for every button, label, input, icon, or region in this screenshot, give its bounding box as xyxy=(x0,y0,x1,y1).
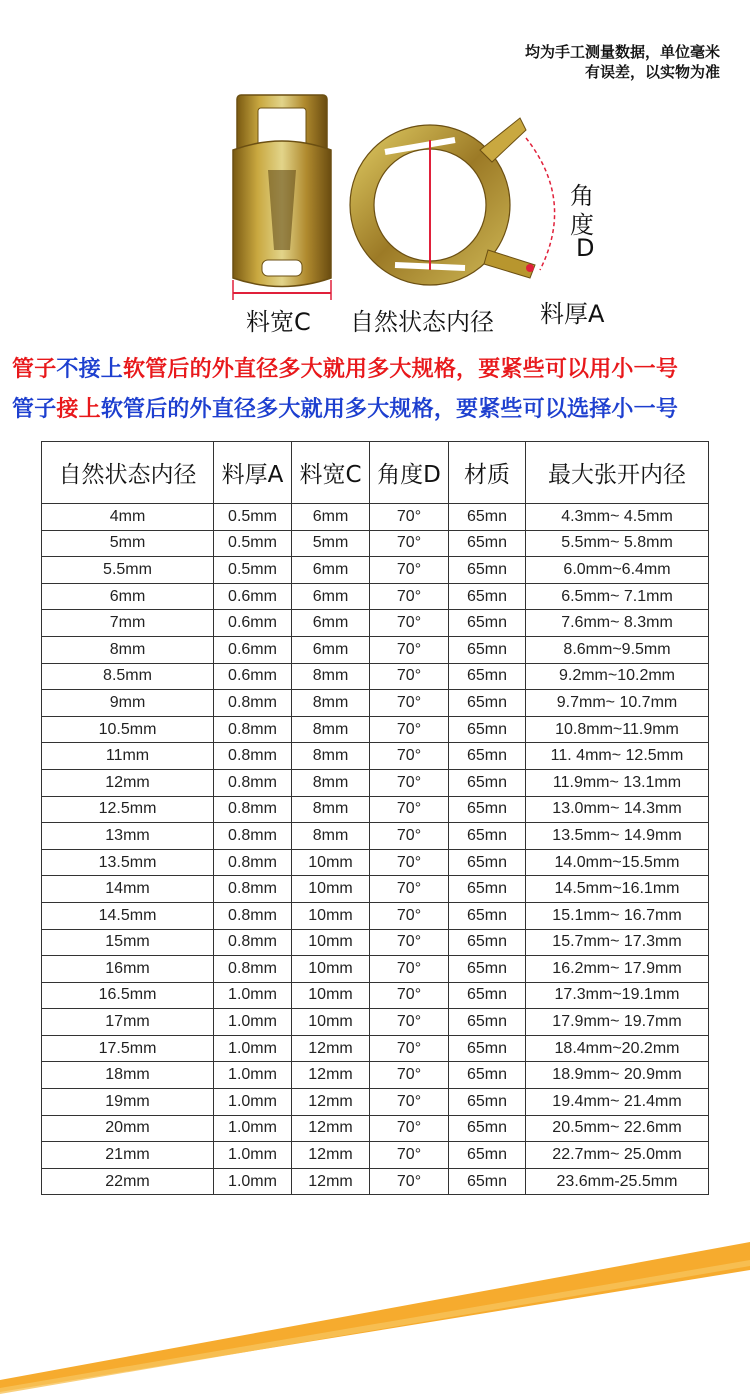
table-cell: 22.7mm~ 25.0mm xyxy=(526,1142,709,1169)
table-cell: 0.8mm xyxy=(214,929,292,956)
table-cell: 65mn xyxy=(449,530,526,557)
table-row xyxy=(42,690,709,717)
notice-2-seg-1: 管子 xyxy=(12,397,57,422)
notice-line-1 xyxy=(12,352,750,383)
table-cell: 19mm xyxy=(42,1089,214,1116)
table-cell: 65mn xyxy=(449,1089,526,1116)
table-cell: 65mn xyxy=(449,769,526,796)
table-cell: 8mm xyxy=(42,636,214,663)
table-cell: 9mm xyxy=(42,690,214,717)
table-header-row xyxy=(42,442,709,504)
table-cell: 70° xyxy=(370,1089,449,1116)
table-cell: 17.3mm~19.1mm xyxy=(526,982,709,1009)
table-cell: 16.2mm~ 17.9mm xyxy=(526,956,709,983)
table-cell: 8mm xyxy=(292,796,370,823)
table-row xyxy=(42,743,709,770)
table-cell: 70° xyxy=(370,1168,449,1195)
table-cell: 65mn xyxy=(449,796,526,823)
table-row xyxy=(42,1089,709,1116)
table-cell: 8mm xyxy=(292,663,370,690)
table-cell: 10.5mm xyxy=(42,716,214,743)
table-body xyxy=(42,504,709,1195)
table-cell: 16mm xyxy=(42,956,214,983)
table-cell: 5.5mm xyxy=(42,557,214,584)
table-cell: 0.8mm xyxy=(214,690,292,717)
table-cell: 19.4mm~ 21.4mm xyxy=(526,1089,709,1116)
table-cell: 0.6mm xyxy=(214,663,292,690)
table-cell: 10mm xyxy=(292,929,370,956)
table-cell: 8mm xyxy=(292,690,370,717)
table-cell: 65mn xyxy=(449,1035,526,1062)
label-inner-diameter: 自然状态内径 xyxy=(350,308,494,336)
table-cell: 8.6mm~9.5mm xyxy=(526,636,709,663)
footer-stripe xyxy=(0,1230,750,1396)
table-cell: 1.0mm xyxy=(214,982,292,1009)
table-cell: 5mm xyxy=(42,530,214,557)
table-cell: 20.5mm~ 22.6mm xyxy=(526,1115,709,1142)
table-cell: 1.0mm xyxy=(214,1115,292,1142)
clamp-side-view xyxy=(233,95,331,300)
product-diagram xyxy=(0,80,750,340)
table-cell: 70° xyxy=(370,929,449,956)
table-cell: 65mn xyxy=(449,929,526,956)
table-cell: 17mm xyxy=(42,1009,214,1036)
table-cell: 10mm xyxy=(292,956,370,983)
table-cell: 65mn xyxy=(449,982,526,1009)
table-cell: 9.7mm~ 10.7mm xyxy=(526,690,709,717)
table-cell: 20mm xyxy=(42,1115,214,1142)
table-cell: 21mm xyxy=(42,1142,214,1169)
table-cell: 22mm xyxy=(42,1168,214,1195)
table-cell: 65mn xyxy=(449,1142,526,1169)
table-cell: 1.0mm xyxy=(214,1168,292,1195)
table-row xyxy=(42,1142,709,1169)
table-cell: 6mm xyxy=(292,610,370,637)
notice-1-seg-1: 管子 xyxy=(12,357,57,382)
table-cell: 10.8mm~11.9mm xyxy=(526,716,709,743)
table-cell: 70° xyxy=(370,636,449,663)
table-cell: 70° xyxy=(370,796,449,823)
header-material: 材质 xyxy=(449,442,526,504)
table-cell: 1.0mm xyxy=(214,1009,292,1036)
table-cell: 13.5mm~ 14.9mm xyxy=(526,823,709,850)
table-cell: 13.0mm~ 14.3mm xyxy=(526,796,709,823)
table-cell: 6.0mm~6.4mm xyxy=(526,557,709,584)
table-cell: 9.2mm~10.2mm xyxy=(526,663,709,690)
table-cell: 65mn xyxy=(449,504,526,531)
table-cell: 11.9mm~ 13.1mm xyxy=(526,769,709,796)
table-cell: 12mm xyxy=(292,1168,370,1195)
table-cell: 70° xyxy=(370,583,449,610)
table-cell: 7.6mm~ 8.3mm xyxy=(526,610,709,637)
table-cell: 12mm xyxy=(292,1035,370,1062)
table-cell: 10mm xyxy=(292,849,370,876)
table-cell: 4mm xyxy=(42,504,214,531)
label-width-c: 料宽C xyxy=(246,308,311,336)
table-cell: 10mm xyxy=(292,876,370,903)
table-cell: 23.6mm-25.5mm xyxy=(526,1168,709,1195)
table-cell: 65mn xyxy=(449,636,526,663)
table-cell: 15.1mm~ 16.7mm xyxy=(526,902,709,929)
table-cell: 6mm xyxy=(292,557,370,584)
table-row xyxy=(42,1115,709,1142)
table-cell: 70° xyxy=(370,716,449,743)
measurement-note xyxy=(525,42,720,82)
header-width: 料宽C xyxy=(292,442,370,504)
table-cell: 6mm xyxy=(292,636,370,663)
table-cell: 65mn xyxy=(449,583,526,610)
table-cell: 8.5mm xyxy=(42,663,214,690)
notice-1-seg-3: 软管后的外直径多大就用多大规格，要紧些可以用小一号 xyxy=(123,357,679,382)
note-line-1: 均为手工测量数据，单位毫米 xyxy=(524,43,720,61)
table-cell: 70° xyxy=(370,663,449,690)
table-cell: 70° xyxy=(370,557,449,584)
table-cell: 18.4mm~20.2mm xyxy=(526,1035,709,1062)
table-row xyxy=(42,902,709,929)
table-cell: 65mn xyxy=(449,902,526,929)
spec-table xyxy=(41,441,709,1195)
table-cell: 0.8mm xyxy=(214,769,292,796)
table-cell: 70° xyxy=(370,530,449,557)
table-cell: 12mm xyxy=(292,1142,370,1169)
table-cell: 4.3mm~ 4.5mm xyxy=(526,504,709,531)
table-cell: 70° xyxy=(370,902,449,929)
table-cell: 12mm xyxy=(42,769,214,796)
table-cell: 7mm xyxy=(42,610,214,637)
table-cell: 0.8mm xyxy=(214,743,292,770)
table-cell: 0.6mm xyxy=(214,636,292,663)
header-max-opening: 最大张开内径 xyxy=(526,442,709,504)
table-cell: 70° xyxy=(370,876,449,903)
table-row xyxy=(42,876,709,903)
table-cell: 10mm xyxy=(292,982,370,1009)
table-cell: 65mn xyxy=(449,1009,526,1036)
table-cell: 15.7mm~ 17.3mm xyxy=(526,929,709,956)
table-cell: 70° xyxy=(370,743,449,770)
table-cell: 0.5mm xyxy=(214,504,292,531)
table-row xyxy=(42,849,709,876)
notice-2-seg-2: 接上 xyxy=(56,397,101,422)
table-cell: 65mn xyxy=(449,690,526,717)
table-cell: 12mm xyxy=(292,1115,370,1142)
table-cell: 65mn xyxy=(449,849,526,876)
table-cell: 18.9mm~ 20.9mm xyxy=(526,1062,709,1089)
notice-1-seg-2: 不接上 xyxy=(56,357,124,382)
table-row xyxy=(42,610,709,637)
table-row xyxy=(42,796,709,823)
table-cell: 65mn xyxy=(449,956,526,983)
table-cell: 0.8mm xyxy=(214,956,292,983)
table-cell: 65mn xyxy=(449,1115,526,1142)
table-cell: 65mn xyxy=(449,557,526,584)
table-cell: 70° xyxy=(370,849,449,876)
table-cell: 70° xyxy=(370,982,449,1009)
table-cell: 0.8mm xyxy=(214,716,292,743)
table-row xyxy=(42,530,709,557)
table-cell: 6.5mm~ 7.1mm xyxy=(526,583,709,610)
label-angle-3: D xyxy=(576,234,595,262)
notice-2-seg-3: 软管后的外直径多大就用多大规格，要紧些可以选择小一号 xyxy=(100,397,679,422)
table-cell: 6mm xyxy=(42,583,214,610)
table-cell: 70° xyxy=(370,1142,449,1169)
table-row xyxy=(42,823,709,850)
table-cell: 10mm xyxy=(292,1009,370,1036)
table-cell: 13mm xyxy=(42,823,214,850)
table-cell: 8mm xyxy=(292,823,370,850)
table-cell: 0.6mm xyxy=(214,610,292,637)
table-cell: 8mm xyxy=(292,743,370,770)
table-cell: 65mn xyxy=(449,1062,526,1089)
table-row xyxy=(42,1062,709,1089)
table-cell: 0.8mm xyxy=(214,849,292,876)
table-cell: 0.8mm xyxy=(214,823,292,850)
table-cell: 5.5mm~ 5.8mm xyxy=(526,530,709,557)
notice-line-2 xyxy=(12,392,750,423)
table-cell: 0.8mm xyxy=(214,796,292,823)
table-row xyxy=(42,557,709,584)
table-cell: 0.6mm xyxy=(214,583,292,610)
table-cell: 12.5mm xyxy=(42,796,214,823)
table-row xyxy=(42,929,709,956)
table-cell: 14.5mm~16.1mm xyxy=(526,876,709,903)
table-cell: 70° xyxy=(370,823,449,850)
table-row xyxy=(42,769,709,796)
table-cell: 70° xyxy=(370,1062,449,1089)
table-cell: 70° xyxy=(370,504,449,531)
label-angle-1: 角 xyxy=(570,182,594,210)
spring-clamp-illustration xyxy=(0,80,750,340)
table-cell: 70° xyxy=(370,1009,449,1036)
table-cell: 0.5mm xyxy=(214,557,292,584)
header-angle: 角度D xyxy=(370,442,449,504)
table-cell: 1.0mm xyxy=(214,1062,292,1089)
table-cell: 17.9mm~ 19.7mm xyxy=(526,1009,709,1036)
table-cell: 14.5mm xyxy=(42,902,214,929)
table-cell: 65mn xyxy=(449,716,526,743)
table-cell: 6mm xyxy=(292,583,370,610)
table-cell: 65mn xyxy=(449,663,526,690)
table-row xyxy=(42,1009,709,1036)
table-cell: 6mm xyxy=(292,504,370,531)
table-cell: 11mm xyxy=(42,743,214,770)
header-thickness: 料厚A xyxy=(214,442,292,504)
label-angle-2: 度 xyxy=(570,211,594,239)
clamp-ring-view xyxy=(350,118,555,285)
note-line-2: 有误差，以实物为准 xyxy=(584,63,720,81)
table-cell: 5mm xyxy=(292,530,370,557)
table-cell: 65mn xyxy=(449,1168,526,1195)
table-cell: 70° xyxy=(370,690,449,717)
table-cell: 70° xyxy=(370,956,449,983)
table-cell: 0.8mm xyxy=(214,876,292,903)
table-row xyxy=(42,583,709,610)
table-cell: 65mn xyxy=(449,876,526,903)
table-cell: 18mm xyxy=(42,1062,214,1089)
table-cell: 12mm xyxy=(292,1062,370,1089)
table-cell: 15mm xyxy=(42,929,214,956)
table-row xyxy=(42,663,709,690)
table-cell: 13.5mm xyxy=(42,849,214,876)
table-cell: 17.5mm xyxy=(42,1035,214,1062)
table-row xyxy=(42,1168,709,1195)
table-cell: 65mn xyxy=(449,743,526,770)
table-cell: 1.0mm xyxy=(214,1142,292,1169)
table-cell: 16.5mm xyxy=(42,982,214,1009)
table-cell: 1.0mm xyxy=(214,1089,292,1116)
table-cell: 12mm xyxy=(292,1089,370,1116)
table-cell: 65mn xyxy=(449,610,526,637)
table-cell: 1.0mm xyxy=(214,1035,292,1062)
table-row xyxy=(42,504,709,531)
label-thickness-a: 料厚A xyxy=(540,300,605,328)
table-cell: 8mm xyxy=(292,716,370,743)
table-cell: 70° xyxy=(370,1115,449,1142)
table-cell: 65mn xyxy=(449,823,526,850)
table-row xyxy=(42,716,709,743)
table-row xyxy=(42,956,709,983)
table-cell: 14.0mm~15.5mm xyxy=(526,849,709,876)
table-cell: 70° xyxy=(370,610,449,637)
table-row xyxy=(42,982,709,1009)
table-cell: 10mm xyxy=(292,902,370,929)
table-row xyxy=(42,1035,709,1062)
table-cell: 0.8mm xyxy=(214,902,292,929)
table-cell: 14mm xyxy=(42,876,214,903)
table-cell: 70° xyxy=(370,1035,449,1062)
table-cell: 8mm xyxy=(292,769,370,796)
table-cell: 0.5mm xyxy=(214,530,292,557)
table-cell: 11. 4mm~ 12.5mm xyxy=(526,743,709,770)
table-row xyxy=(42,636,709,663)
table-cell: 70° xyxy=(370,769,449,796)
header-inner-diameter: 自然状态内径 xyxy=(42,442,214,504)
